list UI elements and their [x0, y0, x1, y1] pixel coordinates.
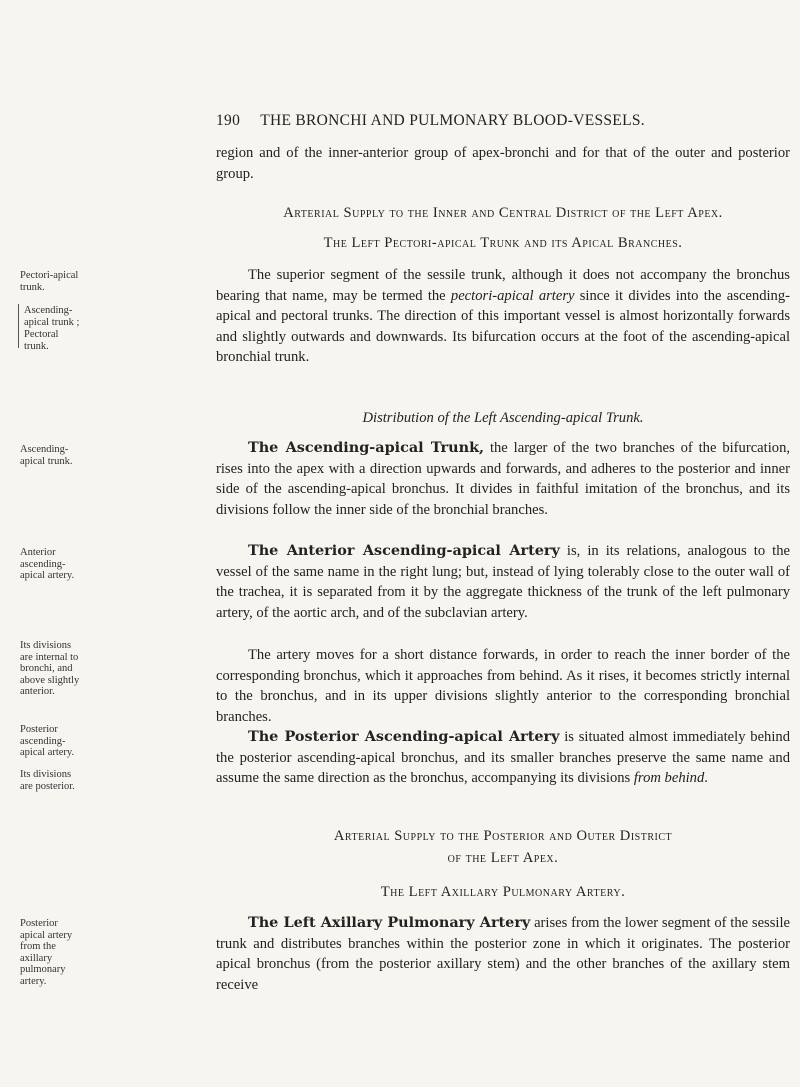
margin-note-ascending-apical-trunk: Ascending-apical trunk.: [20, 444, 73, 467]
intro-text: region and of the inner-anterior group of apex-bronchi and for that of the outer and posterior group.: [216, 145, 790, 182]
axillary-text: arises from the lower segment of the sessile trunk and distributes branches within the posterior zone in which it originates. The posterior apical bronchus (from the posterior axillary stem) and the other branches of the axillary stem receive: [216, 915, 790, 993]
section1-heading: Arterial Supply to the Inner and Central District of the Left Apex.: [283, 205, 723, 221]
moves-text: The artery moves for a short distance forwards, in order to reach the inner border of the corresponding bronchus, which it approaches from behind. As it rises, it becomes strictly internal to the bronchus, and in its upper divisions slightly anterior to the corresponding bronchial branches.: [216, 647, 790, 725]
pectori-text-1: The superior segment of the sessile trunk, although it does not accompany the bronchus bearing that name, may be termed the: [216, 267, 790, 304]
paragraph-ascending-trunk: [216, 438, 790, 520]
paragraph-pectori-apical: [216, 265, 790, 368]
asc-trunk-bold: The Ascending-apical Trunk,: [248, 439, 485, 456]
distribution-heading: Distribution of the Left Ascending-apical Trunk.: [362, 410, 644, 426]
margin-note-divisions-posterior: Its divisions are posterior.: [20, 769, 75, 792]
margin-note-anterior-artery: Anterior ascending-apical artery.: [20, 547, 75, 581]
margin-note-posterior-artery: Posterior ascending-apical artery.: [20, 724, 75, 758]
asc-trunk-text: the larger of the two branches of the bifurcation, rises into the apex with a direction upwards and forwards, and adheres to the posterior and inner side of the ascending-apical bronchus. It divides in faithful imitation of the bronchus, and its divisions follow the inner side of the bronchial branches.: [216, 440, 791, 518]
paragraph-axillary-artery: [216, 913, 790, 995]
pectori-italic: pectori-apical artery: [450, 287, 575, 304]
margin-note-pectoral-trunk: Pectoral trunk.: [24, 329, 59, 352]
anterior-text: is, in its relations, analogous to the vessel of the same name in the right lung; but, instead of lying tolerably close to the outer wall of the trachea, it is separated from it by the aggregate thickness of the trunk of the left pulmonary artery, of the aortic arch, and of the subclavian artery.: [216, 543, 790, 621]
paragraph-posterior-artery: [216, 727, 790, 789]
margin-note-pectori-apical: Pectori-apical trunk.: [20, 270, 79, 293]
posterior-italic: from behind: [633, 770, 705, 787]
section2-heading-line1: Arterial Supply to the Posterior and Outer District: [333, 828, 673, 844]
anterior-bold: The Anterior Ascending-apical Artery: [248, 542, 560, 559]
posterior-end: .: [704, 770, 708, 787]
margin-note-posterior-apical: Posterior apical artery from the axillary pulmonary artery.: [20, 918, 73, 987]
page-number: 190: [216, 112, 241, 129]
posterior-text: is situated almost immediately behind the posterior ascending-apical bronchus, and its smaller branches preserve the same name and assume the same direction as the bronchus, accompanying its divisions: [216, 729, 790, 787]
posterior-bold: The Posterior Ascending-apical Artery: [248, 728, 560, 745]
margin-note-divisions-internal: Its divisions are internal to bronchi, and above slightly anterior.: [20, 640, 80, 697]
running-title: THE BRONCHI AND PULMONARY BLOOD-VESSELS.: [260, 112, 645, 129]
section2-subheading: The Left Axillary Pulmonary Artery.: [380, 884, 626, 900]
section2-heading-line2: of the Left Apex.: [447, 850, 559, 866]
section1-subheading: The Left Pectori-apical Trunk and its Apical Branches.: [323, 235, 683, 251]
page-header: [216, 112, 776, 130]
paragraph-anterior-artery: [216, 541, 790, 623]
intro-paragraph: [216, 143, 790, 184]
margin-note-ascending-apical-a: Ascending-apical trunk ;: [24, 305, 80, 328]
paragraph-artery-moves: [216, 645, 790, 727]
margin-brace: [18, 304, 23, 348]
pectori-text-2: since it divides into the ascending-apical and pectoral trunks. The direction of this important vessel is almost horizontally forwards and slightly outwards and downwards. Its bifurcation occurs at the foot of the ascending-apical bronchial trunk.: [216, 287, 790, 366]
axillary-bold: The Left Axillary Pulmonary Artery: [248, 914, 531, 931]
